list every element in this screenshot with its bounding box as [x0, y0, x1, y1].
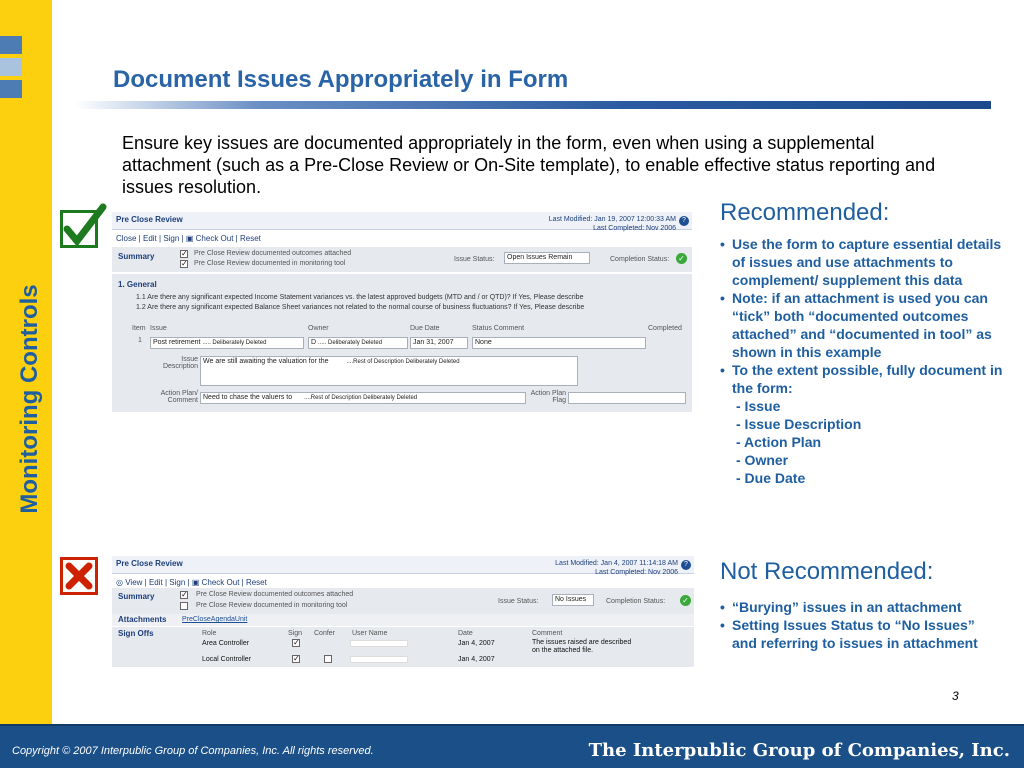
owner-deleted-note: ..... Deliberately Deleted	[318, 340, 383, 346]
checkmark-icon	[60, 210, 98, 248]
action-plan-value: Need to chase the valuers to	[203, 394, 293, 401]
signoff-role: Local Controller	[202, 656, 252, 663]
confer-checkbox-unchecked[interactable]	[324, 655, 332, 663]
checkbox-unchecked[interactable]	[180, 602, 188, 610]
last-completed: Last Completed: Nov 2006	[593, 225, 676, 232]
status-ok-icon: ✓	[680, 595, 691, 606]
copyright-text: Copyright © 2007 Interpublic Group of Companies, Inc. All rights reserved.	[12, 745, 374, 757]
owner-value: D	[311, 339, 317, 346]
issue-status-label: Issue Status:	[454, 256, 495, 263]
issue-description-textarea[interactable]	[200, 356, 578, 386]
summary-label: Summary	[118, 252, 155, 261]
col-date: Date	[458, 630, 473, 637]
issue-status-select[interactable]: Open Issues Remain	[504, 252, 590, 264]
intro-text: Ensure key issues are documented appropriately in the form, even when using a supplemental attachment (such as a Pre-Close Review or On-Site template), to enable effective status reporting and issues resolution.	[122, 133, 936, 197]
form-modified	[549, 215, 676, 233]
signoff-date: Jan 4, 2007	[458, 640, 495, 647]
description-value: We are still awaiting the valuation for the	[203, 358, 329, 365]
sidebar-title: Monitoring Controls	[16, 284, 43, 514]
view-icon: ◎	[116, 578, 123, 587]
checkbox-checked[interactable]: ✓	[181, 590, 188, 599]
col-role: Role	[202, 630, 217, 637]
attachment-link[interactable]: PreCloseAgendaUnit	[182, 616, 248, 623]
completion-status-label: Completion Status:	[606, 598, 666, 605]
sign-link[interactable]: Sign	[169, 578, 186, 587]
signoffs-label: Sign Offs	[118, 629, 154, 638]
reset-link[interactable]: Reset	[239, 234, 261, 243]
action-plan-flag-input[interactable]	[568, 392, 686, 404]
col-comment: Comment	[532, 630, 563, 637]
sign-link[interactable]: Sign	[163, 234, 180, 243]
issue-status-label: Issue Status:	[498, 598, 539, 605]
col-due-date: Due Date	[410, 325, 440, 332]
due-date-input[interactable]: Jan 31, 2007	[410, 337, 468, 349]
summary-row	[112, 588, 694, 614]
attachments-row	[112, 614, 694, 626]
form-header	[112, 212, 692, 230]
summary-label: Summary	[118, 592, 155, 601]
reset-link[interactable]: Reset	[245, 578, 267, 587]
form-toolbar: Close | Edit | Sign | ▣ Check Out | Reset	[116, 234, 261, 243]
not-recommended-form-screenshot	[112, 556, 694, 668]
attachments-label: Attachments	[118, 615, 167, 624]
sub-item: - Issue	[736, 398, 781, 414]
x-mark-icon	[60, 557, 98, 595]
sub-item: - Action Plan	[736, 434, 822, 450]
edit-link[interactable]: Edit	[148, 578, 163, 587]
recommended-heading: Recommended:	[720, 199, 890, 226]
view-link[interactable]: View	[125, 578, 143, 587]
signoff-role: Area Controller	[202, 640, 250, 647]
close-link[interactable]: Close	[116, 234, 137, 243]
sub-item: - Issue Description	[736, 416, 862, 432]
status-ok-icon: ✓	[676, 253, 687, 264]
list-item: • Note: if an attachment is used you can “tick” both “documented outcomes attached” and “documented in tool” as shown in this example	[720, 289, 1010, 361]
title-underline	[75, 101, 991, 109]
user-name-field[interactable]	[350, 656, 408, 663]
page-number: 3	[952, 689, 959, 703]
signoffs-section	[112, 627, 694, 667]
row-number: 1	[138, 337, 142, 344]
sub-item: - Due Date	[736, 470, 806, 486]
band-stripe	[0, 58, 22, 76]
band-stripe	[0, 36, 22, 54]
action-plan-deleted-note: ....Rest of Description Deliberately Deleted	[304, 395, 418, 401]
check-label-tool: Pre Close Review documented in monitoring tool	[194, 260, 346, 267]
issue-description-label: Issue Description	[162, 356, 198, 370]
col-completed: Completed	[648, 325, 682, 332]
check-label-attached: Pre Close Review documented outcomes attached	[196, 591, 354, 598]
sign-checkbox-checked[interactable]: ✓	[293, 654, 300, 663]
user-name-field[interactable]	[350, 640, 408, 647]
check-label-attached: Pre Close Review documented outcomes attached	[194, 250, 352, 257]
completion-status-label: Completion Status:	[610, 256, 670, 263]
not-recommended-heading: Not Recommended:	[720, 558, 934, 585]
summary-row	[112, 247, 692, 272]
check-out-link[interactable]: Check Out	[201, 578, 240, 587]
footer	[0, 724, 1024, 768]
form-modified	[555, 559, 678, 577]
form-header	[112, 556, 694, 574]
action-plan-input[interactable]	[200, 392, 526, 404]
owner-input[interactable]	[308, 337, 408, 349]
list-item: • To the extent possible, fully document in the form:	[720, 361, 1010, 397]
last-modified: Last Modified: Jan 19, 2007 12:00:33 AM	[548, 216, 676, 223]
list-item: • Use the form to capture essential details of issues and use attachments to complement/ supplement this data	[720, 235, 1010, 289]
question-2: 1.2 Are there any significant expected Balance Sheet variances not related to the normal course of business fluctuations? If Yes, Please describe	[136, 304, 585, 311]
footer-divider	[0, 724, 1024, 726]
col-status-comment: Status Comment	[472, 325, 525, 332]
col-issue: Issue	[150, 325, 167, 332]
not-recommended-list	[720, 598, 990, 652]
issue-status-select[interactable]: No Issues	[552, 594, 594, 606]
recommended-list	[720, 235, 1010, 487]
company-name: The Interpublic Group of Companies, Inc.	[588, 740, 1010, 761]
sub-item: - Owner	[736, 452, 789, 468]
last-modified: Last Modified: Jan 4, 2007 11:14:18 AM	[555, 560, 678, 567]
help-icon[interactable]: ?	[679, 216, 689, 226]
check-out-link[interactable]: Check Out	[195, 234, 234, 243]
description-deleted-note: ....Rest of Description Deliberately Deleted	[346, 359, 460, 365]
col-owner: Owner	[308, 325, 329, 332]
band-stripe	[0, 80, 22, 98]
checkout-icon: ▣	[185, 234, 194, 243]
help-icon[interactable]: ?	[681, 560, 691, 570]
check-label-tool: Pre Close Review documented in monitoring tool	[196, 602, 348, 609]
question-1: 1.1 Are there any significant expected Income Statement variances vs. the latest approved budgets (MTD and / or QTD)? If Yes, Please describe	[136, 294, 584, 301]
col-sign: Sign	[288, 630, 303, 637]
left-accent-band	[0, 0, 52, 724]
col-item: Item	[132, 325, 146, 332]
checkbox-checked[interactable]: ✓	[181, 249, 188, 258]
list-item: • “Burying” issues in an attachment	[720, 598, 990, 616]
list-item: • Setting Issues Status to “No Issues” and referring to issues in attachment	[720, 616, 990, 652]
signoff-comment: The issues raised are described on the attached file.	[532, 639, 632, 654]
recommended-form-screenshot	[112, 212, 692, 414]
section-title: 1. General	[118, 280, 157, 289]
col-user-name: User Name	[352, 630, 388, 637]
sign-checkbox-checked[interactable]: ✓	[293, 638, 300, 647]
general-section	[112, 274, 692, 412]
issue-input[interactable]	[150, 337, 304, 349]
slide-title: Document Issues Appropriately in Form	[113, 66, 569, 93]
last-completed: Last Completed: Nov 2006	[595, 569, 678, 576]
edit-link[interactable]: Edit	[142, 234, 157, 243]
action-plan-flag-label: Action Plan Flag	[530, 390, 566, 404]
col-confer: Confer	[314, 630, 336, 637]
action-plan-label: Action Plan/ Comment	[160, 390, 198, 404]
checkbox-checked[interactable]: ✓	[181, 259, 188, 268]
form-name: Pre Close Review	[116, 559, 183, 568]
checkout-icon: ▣	[191, 578, 200, 587]
status-comment-input[interactable]: None	[472, 337, 646, 349]
form-name: Pre Close Review	[116, 215, 183, 224]
issue-value: Post retirement	[153, 339, 201, 346]
signoff-date: Jan 4, 2007	[458, 656, 495, 663]
form-toolbar: ◎ View | Edit | Sign | ▣ Check Out | Reset	[116, 578, 267, 587]
issue-deleted-note: ..... Deliberately Deleted	[202, 340, 267, 346]
